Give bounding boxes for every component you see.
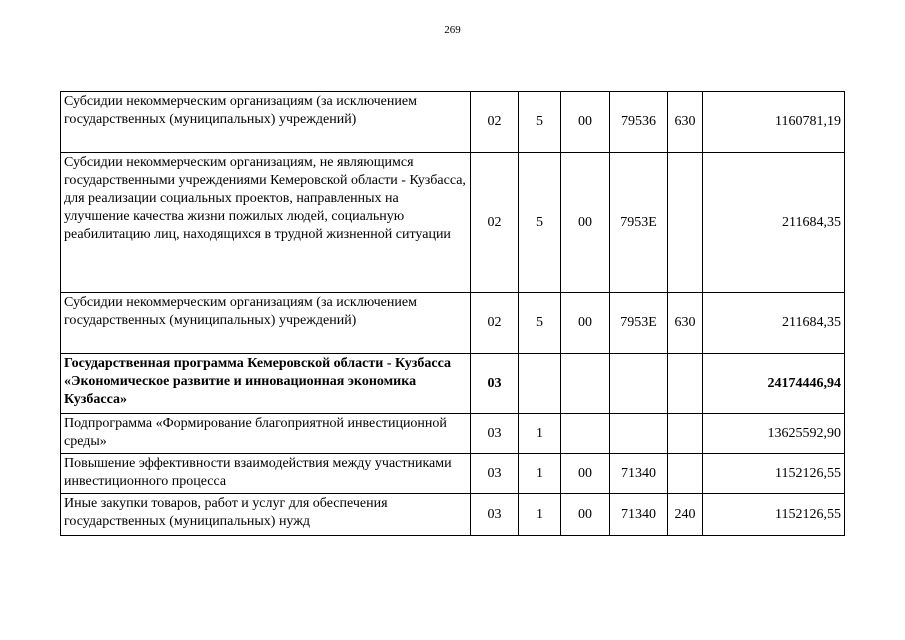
expense-type-code: 240 [668,494,703,536]
expense-direction-code: 71340 [610,454,668,494]
expense-type-code [668,414,703,454]
subprogram-code [519,354,561,414]
subprogram-code: 5 [519,153,561,293]
amount: 1160781,19 [703,92,845,153]
row-name: Государственная программа Кемеровской области - Кузбасса «Экономическое развитие и инновационная экономика Кузбасса» [61,354,471,414]
expense-type-code: 630 [668,293,703,354]
table-row [61,454,845,494]
row-name: Повышение эффективности взаимодействия между участниками инвестиционного процесса [61,454,471,494]
expense-direction-code: 7953Е [610,153,668,293]
amount: 211684,35 [703,153,845,293]
main-activity-code: 00 [561,153,610,293]
expense-direction-code: 79536 [610,92,668,153]
program-code: 03 [471,494,519,536]
program-code: 03 [471,354,519,414]
amount: 24174446,94 [703,354,845,414]
main-activity-code [561,354,610,414]
table-row [61,92,845,153]
main-activity-code [561,414,610,454]
program-code: 02 [471,293,519,354]
subprogram-code: 5 [519,92,561,153]
page-number: 269 [444,24,461,36]
main-activity-code: 00 [561,494,610,536]
expense-type-code [668,454,703,494]
subprogram-code: 1 [519,494,561,536]
program-code: 03 [471,414,519,454]
table-row [61,494,845,536]
amount: 211684,35 [703,293,845,354]
main-activity-code: 00 [561,454,610,494]
row-name: Субсидии некоммерческим организациям, не являющимся государственными учреждениями Кемеровской области - Кузбасса, для реализации социальных проектов, направленных на улучшение качества жизни пожилых людей, социальную реабилитацию лиц, находящихся в трудной жизненной ситуации [61,153,471,293]
row-name: Субсидии некоммерческим организациям (за исключением государственных (муниципальных) учреждений) [61,293,471,354]
program-code: 03 [471,454,519,494]
row-name: Субсидии некоммерческим организациям (за исключением государственных (муниципальных) учреждений) [61,92,471,153]
expense-type-code [668,354,703,414]
expense-type-code [668,153,703,293]
expense-type-code: 630 [668,92,703,153]
budget-table [60,91,845,536]
amount: 13625592,90 [703,414,845,454]
table-row [61,153,845,293]
row-name: Иные закупки товаров, работ и услуг для обеспечения государственных (муниципальных) нужд [61,494,471,536]
main-activity-code: 00 [561,293,610,354]
table-row [61,414,845,454]
expense-direction-code [610,354,668,414]
subprogram-code: 5 [519,293,561,354]
expense-direction-code [610,414,668,454]
main-activity-code: 00 [561,92,610,153]
subprogram-code: 1 [519,414,561,454]
program-code: 02 [471,92,519,153]
expense-direction-code: 71340 [610,494,668,536]
expense-direction-code: 7953Е [610,293,668,354]
table-row [61,293,845,354]
row-name: Подпрограмма «Формирование благоприятной инвестиционной среды» [61,414,471,454]
amount: 1152126,55 [703,454,845,494]
table-row-program [61,354,845,414]
program-code: 02 [471,153,519,293]
subprogram-code: 1 [519,454,561,494]
amount: 1152126,55 [703,494,845,536]
